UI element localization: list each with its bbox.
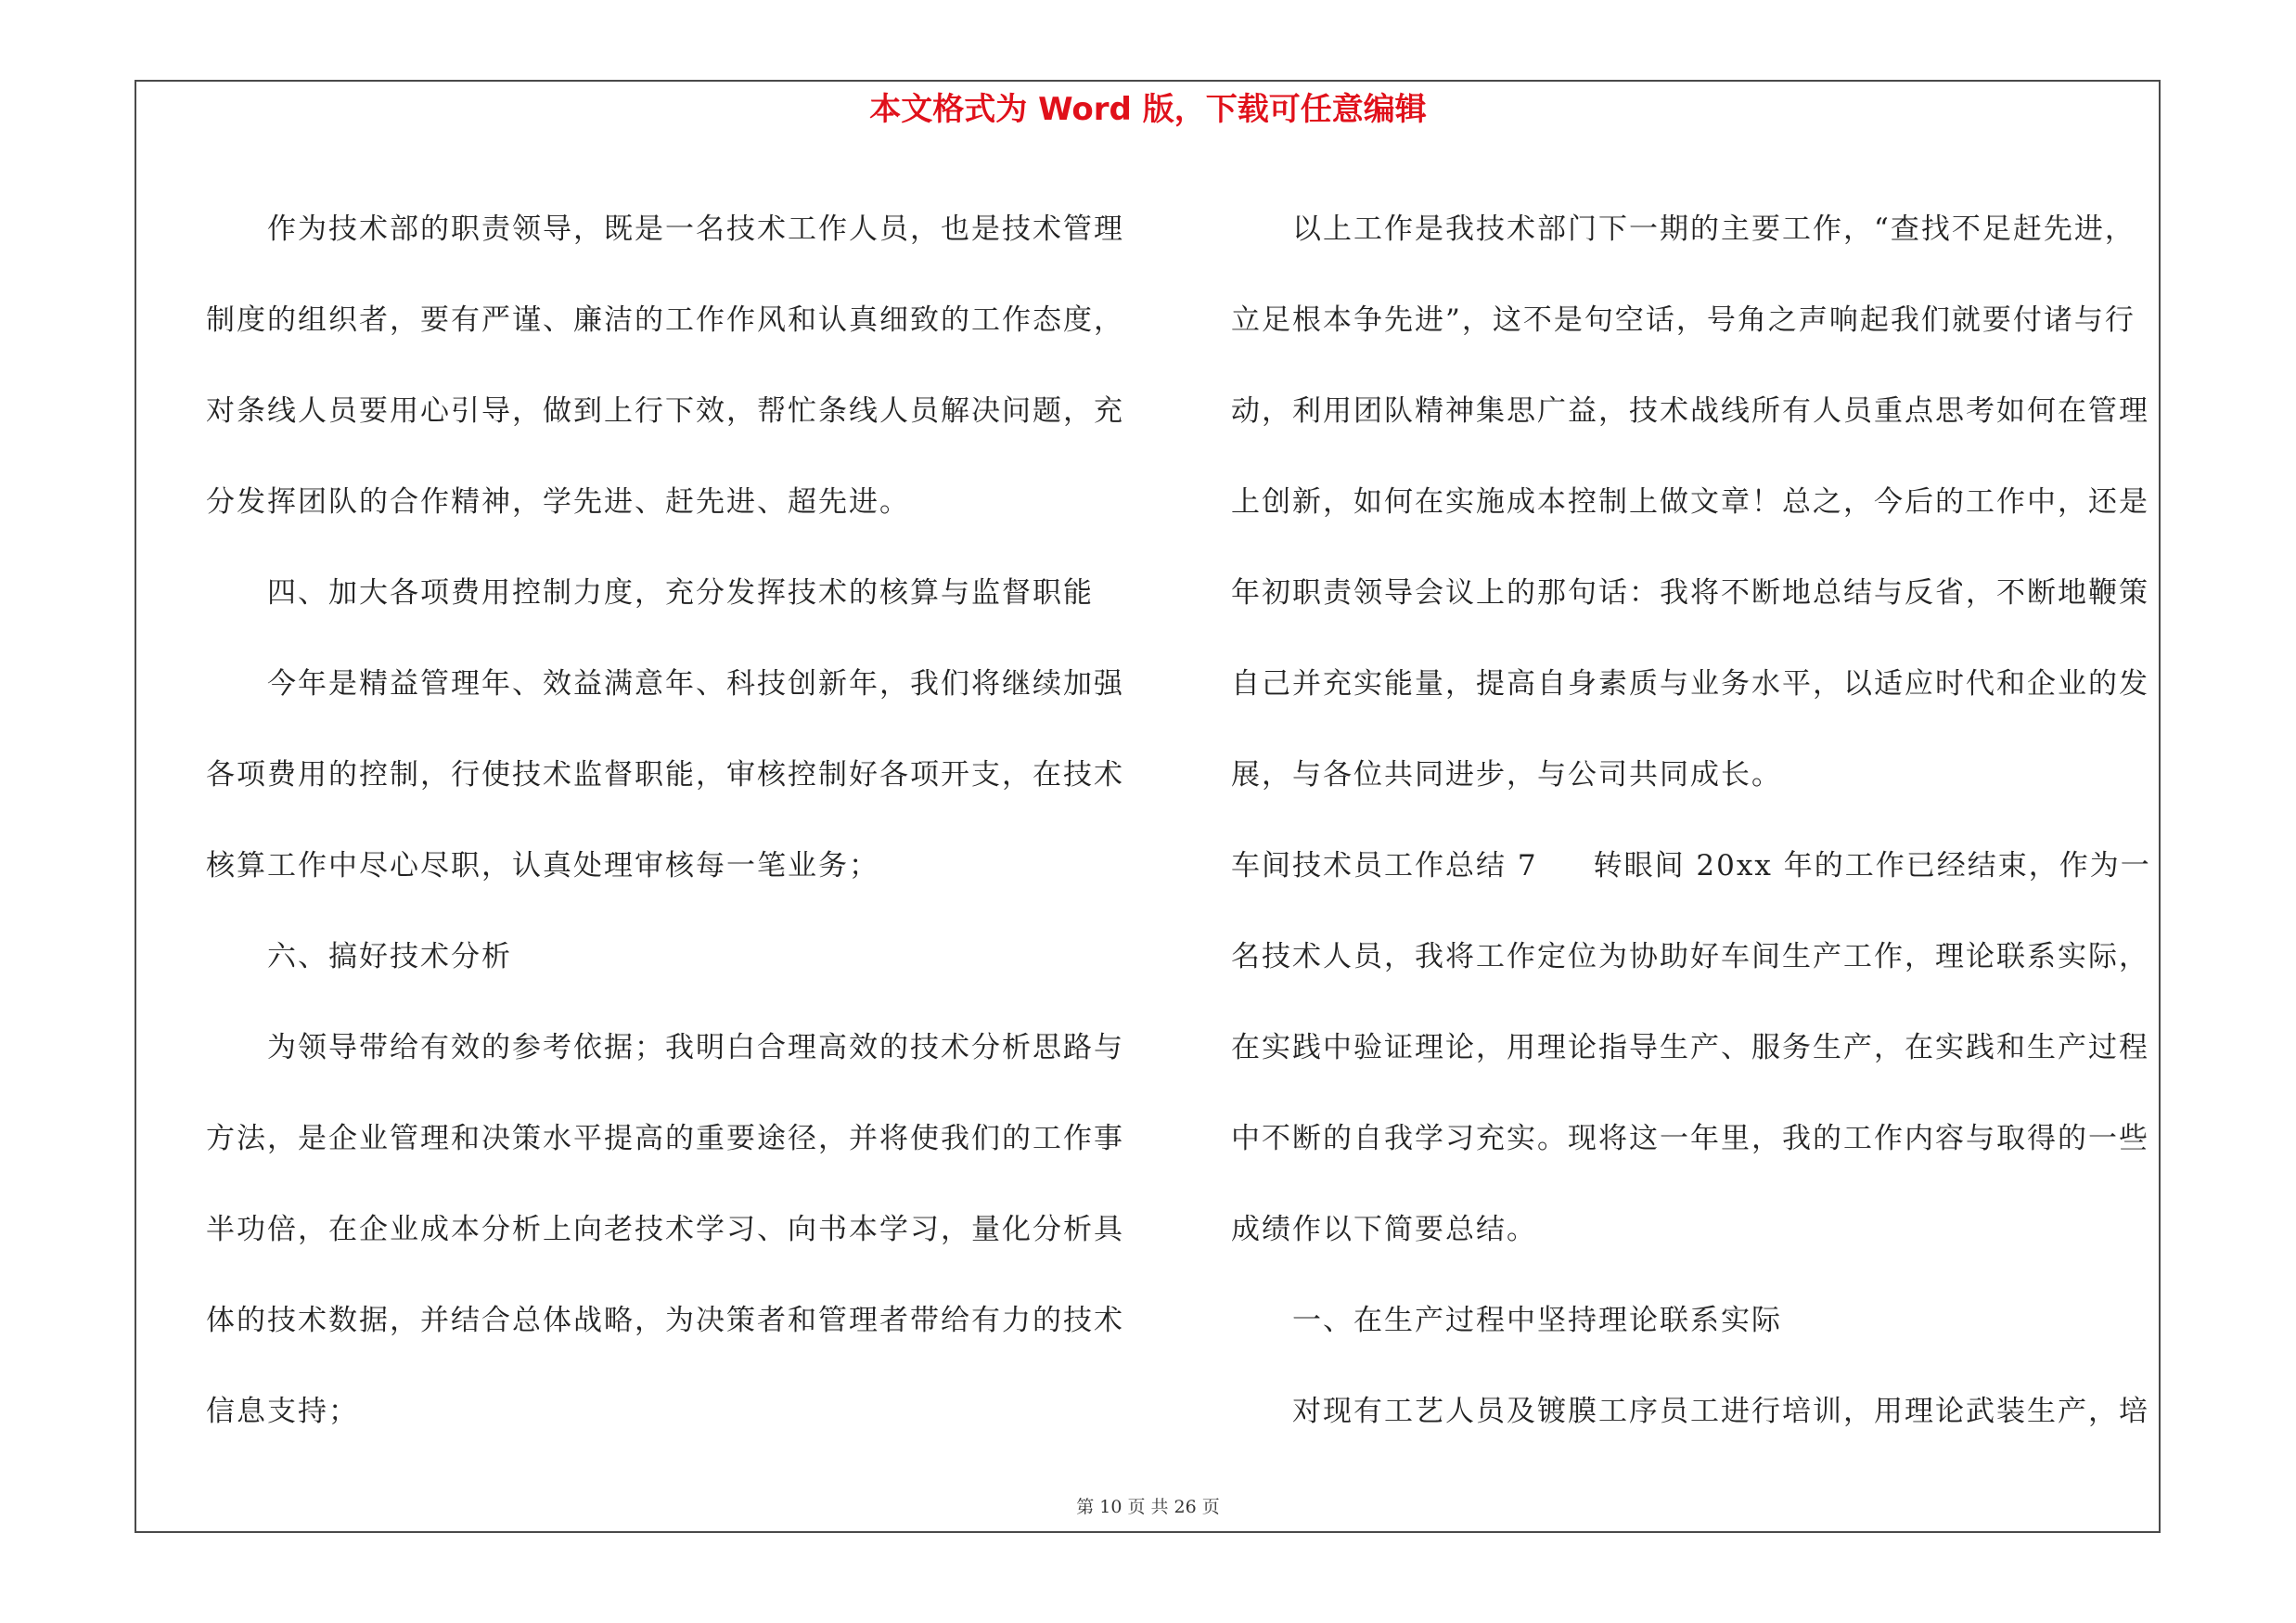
section-heading: 四、加大各项费用控制力度，充分发挥技术的核算与监督职能 xyxy=(267,576,1094,610)
paragraph-line: 名技术人员，我将工作定位为协助好车间生产工作，理论联系实际， xyxy=(1231,940,2149,973)
section-heading: 一、在生产过程中坚持理论联系实际 xyxy=(1292,1304,1782,1337)
paragraph-line: 中不断的自我学习充实。现将这一年里，我的工作内容与取得的一些 xyxy=(1231,1122,2149,1155)
section-title: 车间技术员工作总结 7 xyxy=(1231,849,1538,882)
paragraph-line: 今年是精益管理年、效益满意年、科技创新年，我们将继续加强 xyxy=(267,667,1124,701)
paragraph-line: 作为技术部的职责领导，既是一名技术工作人员，也是技术管理 xyxy=(267,213,1124,246)
paragraph-line: 分发挥团队的合作精神，学先进、赶先进、超先进。 xyxy=(206,485,910,519)
paragraph-line: 年初职责领导会议上的那句话：我将不断地总结与反省，不断地鞭策 xyxy=(1231,576,2149,610)
left-column xyxy=(206,184,1124,1457)
paragraph-line: 成绩作以下简要总结。 xyxy=(1231,1213,1537,1246)
paragraph-line: 展，与各位共同进步，与公司共同成长。 xyxy=(1231,758,1782,792)
right-column xyxy=(1231,184,2166,1457)
paragraph-line: 自己并充实能量，提高自身素质与业务水平，以适应时代和企业的发 xyxy=(1231,667,2149,701)
paragraph-line: 动，利用团队精神集思广益，技术战线所有人员重点思考如何在管理 xyxy=(1231,394,2149,428)
paragraph-line: 对条线人员要用心引导，做到上行下效，帮忙条线人员解决问题，充 xyxy=(206,394,1124,428)
paragraph-line: 核算工作中尽心尽职，认真处理审核每一笔业务； xyxy=(206,849,879,882)
paragraph-line: 体的技术数据，并结合总体战略，为决策者和管理者带给有力的技术 xyxy=(206,1304,1124,1337)
paragraph-line: 以上工作是我技术部门下一期的主要工作，“查找不足赶先进， xyxy=(1292,213,2136,246)
paragraph-line: 在实践中验证理论，用理论指导生产、服务生产，在实践和生产过程 xyxy=(1231,1031,2149,1064)
section-heading: 六、搞好技术分析 xyxy=(267,940,512,973)
paragraph-line: 制度的组织者，要有严谨、廉洁的工作作风和认真细致的工作态度， xyxy=(206,303,1124,337)
format-banner: 本文格式为 Word 版，下载可任意编辑 xyxy=(869,91,1427,128)
paragraph-line: 为领导带给有效的参考依据；我明白合理高效的技术分析思路与 xyxy=(267,1031,1124,1064)
paragraph-line: 立足根本争先进”，这不是句空话，号角之声响起我们就要付诸与行 xyxy=(1231,303,2136,337)
paragraph-line: 上创新，如何在实施成本控制上做文章！总之，今后的工作中，还是 xyxy=(1231,485,2149,519)
paragraph-line: 半功倍，在企业成本分析上向老技术学习、向书本学习，量化分析具 xyxy=(206,1213,1124,1246)
paragraph-line: 信息支持； xyxy=(206,1395,359,1428)
section-title-line xyxy=(1231,820,2166,911)
page-number: 第 10 页 共 26 页 xyxy=(1076,1497,1220,1517)
section-first-line: 转眼间 20xx 年的工作已经结束，作为一 xyxy=(1593,849,2151,882)
paragraph-line: 对现有工艺人员及镀膜工序员工进行培训，用理论武装生产，培 xyxy=(1292,1395,2149,1428)
paragraph-line: 各项费用的控制，行使技术监督职能，审核控制好各项开支，在技术 xyxy=(206,758,1124,792)
paragraph-line: 方法，是企业管理和决策水平提高的重要途径，并将使我们的工作事 xyxy=(206,1122,1124,1155)
